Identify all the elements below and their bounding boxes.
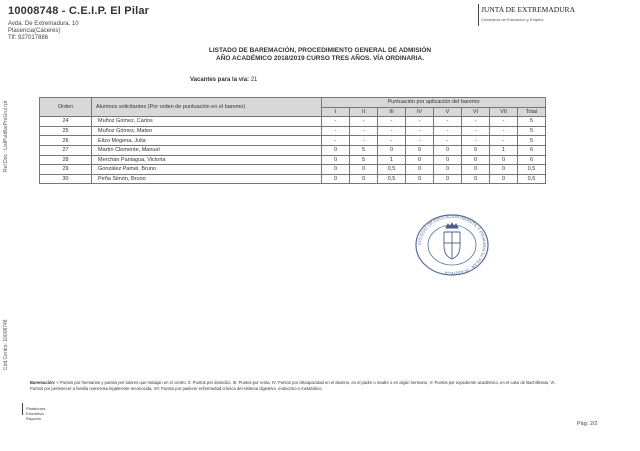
row-score: 0 <box>406 165 434 175</box>
row-orden: 26 <box>40 136 92 146</box>
row-score: - <box>406 117 434 127</box>
row-nombre: Merchán Paniagua, Victoria <box>92 155 322 165</box>
row-score: 0 <box>322 145 350 155</box>
row-score: - <box>462 126 490 136</box>
row-score: 0 <box>462 165 490 175</box>
vacantes <box>190 77 257 83</box>
official-stamp <box>412 212 492 283</box>
row-score: 5 <box>350 145 378 155</box>
row-orden: 24 <box>40 117 92 127</box>
row-score: - <box>406 126 434 136</box>
row-score: - <box>462 117 490 127</box>
row-score: - <box>322 136 350 146</box>
header-col-4: IV <box>406 107 434 117</box>
header-col-2: II <box>350 107 378 117</box>
row-score: 0 <box>490 155 518 165</box>
row-score: 0 <box>406 155 434 165</box>
row-score: - <box>406 136 434 146</box>
row-total: 6 <box>518 155 546 165</box>
rayuela-logo: Plataforma Educativa Rayuela <box>26 406 46 421</box>
header-col-1: I <box>322 107 350 117</box>
row-score: - <box>378 117 406 127</box>
row-score: 0,5 <box>378 174 406 184</box>
row-score: - <box>490 117 518 127</box>
row-score: - <box>378 136 406 146</box>
row-score: 0 <box>490 174 518 184</box>
org-department: Consejería de Educación y Empleo <box>481 17 544 22</box>
junta-divider <box>478 4 479 26</box>
document-title: LISTADO DE BAREMACIÓN, PROCEDIMIENTO GENERAL DE ADMISIÓN <box>208 47 432 54</box>
row-score: 1 <box>490 145 518 155</box>
table-row <box>40 117 546 127</box>
row-score: 0 <box>322 174 350 184</box>
row-total: 0,5 <box>518 174 546 184</box>
row-score: 0,5 <box>378 165 406 175</box>
row-score: 0 <box>462 145 490 155</box>
school-city: Plasencia(Cáceres) <box>8 28 61 34</box>
table-row <box>40 126 546 136</box>
row-score: 5 <box>350 155 378 165</box>
row-total: 5 <box>518 126 546 136</box>
row-score: 0 <box>490 165 518 175</box>
row-score: 0 <box>322 155 350 165</box>
row-score: - <box>322 117 350 127</box>
vacantes-label: Vacantes para la vía: <box>190 77 250 83</box>
row-score: 0 <box>350 174 378 184</box>
row-nombre: Muñoz Gómez, Mateo <box>92 126 322 136</box>
row-score: - <box>434 117 462 127</box>
cod-centro-label: Cód.Centro: 10008748 <box>3 319 9 370</box>
row-orden: 29 <box>40 165 92 175</box>
row-nombre: González Pamel, Bruno <box>92 165 322 175</box>
legend-label: Baremación: <box>30 380 56 385</box>
table-row <box>40 145 546 155</box>
row-orden: 28 <box>40 155 92 165</box>
row-score: - <box>490 126 518 136</box>
school-address: Avda. De Extremadura, 10 <box>8 21 79 27</box>
school-phone: Tlf: 927017886 <box>8 35 49 41</box>
document-subtitle: AÑO ACADÉMICO 2018/2019 CURSO TRES AÑOS. VÍA ORDINARIA. <box>215 55 425 62</box>
header-col-7: VII <box>490 107 518 117</box>
row-score: - <box>350 136 378 146</box>
header-col-6: VI <box>462 107 490 117</box>
row-orden: 27 <box>40 145 92 155</box>
row-nombre: Martín Clemente, Manuel <box>92 145 322 155</box>
row-total: 0,5 <box>518 165 546 175</box>
row-score: 0 <box>378 145 406 155</box>
baremo-table <box>39 97 546 184</box>
header-alumnos: Alumnos solicitantes (Por orden de puntuación en el baremo) <box>92 98 322 117</box>
stamp-ring-text: COLEGIO DE EDUCACIÓN INFANTIL Y PRIMARIA EL PILAR · PLASENCIA <box>416 213 488 277</box>
legend-text: I: Puntos por hermanos y puntos por tutores que trabajan en el centro, II: Puntos por domicilio, III: Puntos por renta, IV: Puntos por discapacidad en el alumno, en el padre o madre o en algún hermano, V: Puntos por expediente académico, en el caso de Bachillerato, VI: Puntos por pertenecer a familia numerosa legalmente reconocida, VII: Puntos por padecer enfermedad crónica del sistema digestivo, endocrino o metabólico. <box>30 380 556 391</box>
header-puntuacion: Puntuación por aplicación del baremo <box>322 98 546 108</box>
row-nombre: Muñoz Gómez, Carlos <box>92 117 322 127</box>
row-total: 5 <box>518 136 546 146</box>
row-score: - <box>434 136 462 146</box>
rayuela-logo-bar <box>22 403 23 415</box>
table-row <box>40 155 546 165</box>
page-number: Pág: 2/2 <box>577 421 598 427</box>
row-score: 0 <box>462 174 490 184</box>
header-col-3: III <box>378 107 406 117</box>
row-orden: 30 <box>40 174 92 184</box>
header-col-8: Total <box>518 107 546 117</box>
row-nombre: Elizo Mogena, Julia <box>92 136 322 146</box>
row-score: - <box>350 117 378 127</box>
header-orden: Orden <box>40 98 92 117</box>
row-total: 5 <box>518 117 546 127</box>
row-score: 0 <box>434 145 462 155</box>
row-score: 0 <box>462 155 490 165</box>
school-code-name: 10008748 - C.E.I.P. El Pilar <box>8 5 150 17</box>
ref-doc-label: Ref.Doc.: ListPubBarProGrul.rpt <box>3 100 9 172</box>
coat-of-arms-icon <box>444 223 460 259</box>
row-score: - <box>378 126 406 136</box>
row-score: - <box>490 136 518 146</box>
row-score: - <box>462 136 490 146</box>
row-orden: 25 <box>40 126 92 136</box>
org-name: JUNTA DE EXTREMADURA <box>481 5 575 14</box>
row-score: 0 <box>350 165 378 175</box>
row-score: 0 <box>434 174 462 184</box>
row-nombre: Peña Simón, Bruno <box>92 174 322 184</box>
header-col-5: V <box>434 107 462 117</box>
row-total: 6 <box>518 145 546 155</box>
row-score: 0 <box>406 174 434 184</box>
table-row <box>40 165 546 175</box>
row-score: 0 <box>434 155 462 165</box>
row-score: 1 <box>378 155 406 165</box>
row-score: 0 <box>434 165 462 175</box>
table-row <box>40 174 546 184</box>
row-score: - <box>350 126 378 136</box>
baremacion-legend <box>30 380 560 392</box>
row-score: 0 <box>322 165 350 175</box>
row-score: - <box>434 126 462 136</box>
vacantes-value: 21 <box>250 77 258 83</box>
row-score: 0 <box>406 145 434 155</box>
table-row <box>40 136 546 146</box>
row-score: - <box>322 126 350 136</box>
